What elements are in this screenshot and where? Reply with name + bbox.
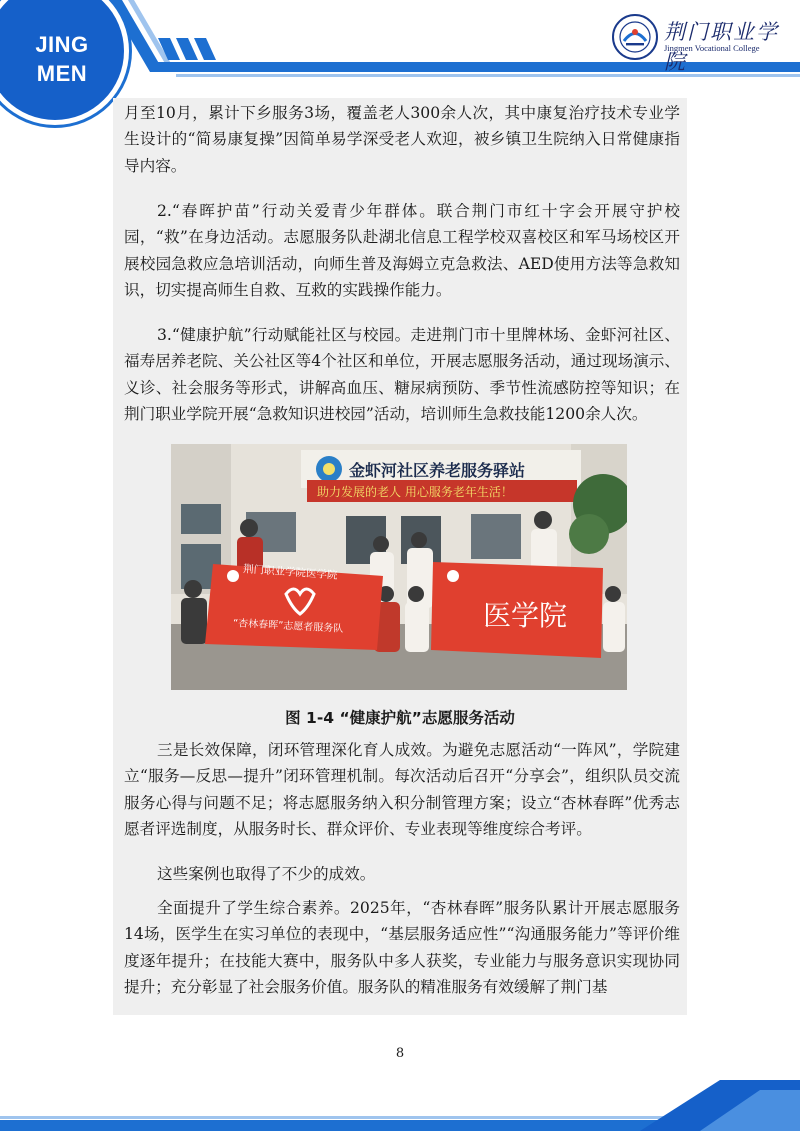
college-name-en: Jingmen Vocational College	[664, 43, 760, 53]
activity-photo	[171, 444, 627, 690]
flag-left-bottom-text: “杏林春晖”志愿者服务队	[232, 618, 344, 635]
paragraph-2: 2.“春晖护苗”行动关爱青少年群体。联合荆门市红十字会开展守护校园，“救”在身边活动。志愿服务队赴湖北信息工程学校双喜校区和军马场校区开展校园急救应急培训活动，向师生普及海姆立克急救法、AED使用方法等急救知识，切实提高师生自救、互救的实践操作能力。	[124, 202, 680, 299]
paragraph-5: 这些案例也取得了不少的成效。	[157, 865, 376, 883]
footer-decoration	[0, 1080, 800, 1131]
badge-line-1: JING	[35, 32, 89, 57]
paragraph-1: 月至10月，累计下乡服务3场，覆盖老人300余人次，其中康复治疗技术专业学生设计的“简易康复操”因简单易学深受老人欢迎，被乡镇卫生院纳入日常健康指导内容。	[124, 104, 680, 175]
photo-banner-text: 助力发展的老人 用心服务老年生活！	[317, 485, 513, 499]
photo-sign-text: 金虾河社区养老服务驿站	[349, 461, 526, 480]
flag-right-text: 医学院	[483, 599, 568, 632]
college-name-cn: 荆门职业学院	[664, 20, 779, 74]
page-number: 8	[395, 1046, 405, 1061]
college-logo-icon	[612, 14, 658, 60]
figure-caption: 图 1-4 “健康护航”志愿服务活动	[285, 709, 515, 727]
paragraph-3: 3.“健康护航”行动赋能社区与校园。走进荆门市十里牌林场、金虾河社区、福寿居养老院、关公社区等4个社区和单位，开展志愿服务活动，通过现场演示、义诊、社会服务等形式，讲解高血压、糖尿病预防、季节性流感防控等知识；在荆门职业学院开展“急救知识进校园”活动，培训师生急救技能1200余人次。	[124, 326, 680, 423]
flag-left-top-text: 荆门职业学院医学院	[242, 563, 338, 582]
header-chevron-marks	[158, 38, 228, 60]
badge-line-2: MEN	[36, 61, 88, 86]
paragraph-6: 全面提升了学生综合素养。2025年，“杏林春晖”服务队累计开展志愿服务14场，医学生在实习单位的表现中，“基层服务适应性”“沟通服务能力”等评价维度逐年提升；在技能大赛中，服务队中多人获奖，专业能力与服务意识实现协同提升；充分彰显了社会服务价值。服务队的精准服务有效缓解了荆门基	[124, 899, 680, 996]
badge-text	[0, 12, 124, 88]
jingmen-badge	[0, 0, 124, 120]
paragraph-4: 三是长效保障，闭环管理深化育人成效。为避免志愿活动“一阵风”，学院建立“服务—反思—提升”闭环管理机制。每次活动后召开“分享会”，组织队员交流服务心得与问题不足；将志愿服务纳入积分制管理方案；设立“杏林春晖”优秀志愿者评选制度，从服务时长、群众评价、专业表现等维度综合考评。	[124, 741, 680, 838]
